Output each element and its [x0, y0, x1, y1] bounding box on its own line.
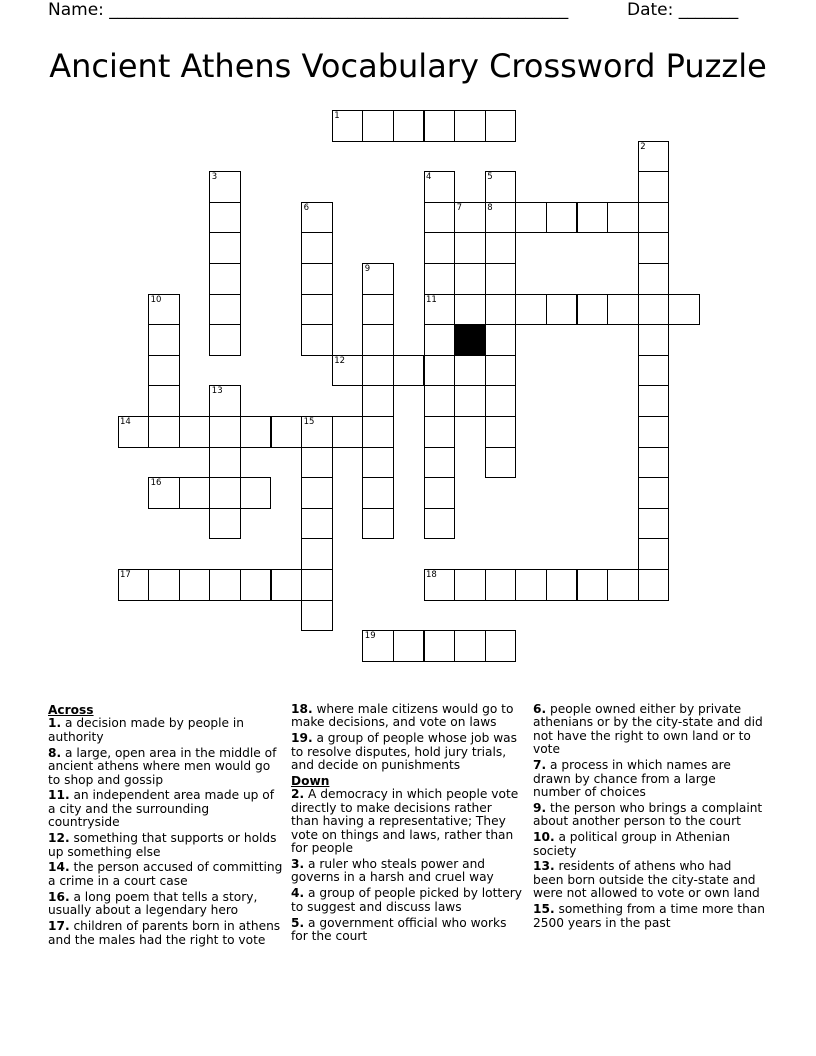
- clue-item-number: 4.: [291, 886, 305, 901]
- clue-number: 11: [426, 294, 437, 305]
- clue-item-number: 9.: [533, 800, 547, 815]
- clue-item-number: 18.: [291, 702, 313, 716]
- date-field-label: Date: _______: [627, 0, 739, 20]
- clue-column-3: [533, 703, 765, 933]
- grid-cell[interactable]: [301, 294, 333, 326]
- clue-item: [48, 920, 284, 947]
- clue-item: [291, 887, 523, 914]
- grid-cell[interactable]: [301, 324, 333, 356]
- clue-number: 19: [364, 631, 376, 642]
- clue-item: [291, 788, 523, 855]
- grid-cell[interactable]: [424, 477, 456, 509]
- clue-item-text: people owned either by private athenians or by the city-state and did not have the right to own land or to vote: [533, 702, 763, 757]
- clue-number: 10: [150, 294, 162, 305]
- grid-cell[interactable]: [179, 569, 211, 601]
- grid-cell[interactable]: [485, 324, 517, 356]
- grid-cell[interactable]: [485, 385, 517, 417]
- clue-item-number: 17.: [48, 919, 70, 934]
- grid-cell[interactable]: [638, 202, 670, 234]
- grid-cell[interactable]: [454, 630, 486, 662]
- grid-cell[interactable]: [454, 232, 486, 264]
- grid-cell[interactable]: [638, 171, 670, 203]
- clue-item-text: the person accused of committing a crime in a court case: [48, 860, 283, 888]
- grid-cell[interactable]: [485, 569, 517, 601]
- clue-column-1: [48, 703, 284, 949]
- clue-item-text: a process in which names are drawn by chance from a large number of choices: [533, 758, 731, 799]
- grid-cell[interactable]: [362, 110, 394, 142]
- grid-cell[interactable]: [209, 508, 241, 540]
- clue-item: [291, 858, 523, 885]
- clue-item-number: 3.: [291, 856, 305, 871]
- grid-cell[interactable]: [240, 416, 272, 448]
- grid-cell[interactable]: [424, 447, 456, 479]
- grid-cell[interactable]: [546, 569, 578, 601]
- grid-cell[interactable]: [362, 355, 394, 387]
- grid-cell[interactable]: [577, 294, 609, 326]
- clue-item: [533, 759, 765, 799]
- clue-number: 13: [211, 386, 223, 397]
- grid-cell[interactable]: [301, 569, 333, 601]
- clue-item: [533, 802, 765, 829]
- grid-cell[interactable]: [148, 355, 180, 387]
- grid-cell[interactable]: [454, 294, 486, 326]
- grid-cell[interactable]: [638, 232, 670, 264]
- clue-item-number: 19.: [291, 731, 313, 746]
- grid-cell[interactable]: [424, 355, 456, 387]
- grid-cell[interactable]: [485, 416, 517, 448]
- clue-item-number: 13.: [533, 859, 555, 874]
- grid-cell[interactable]: [424, 630, 456, 662]
- clue-number: 7: [456, 202, 463, 213]
- clue-item: [48, 717, 284, 744]
- clue-number: 18: [426, 570, 437, 580]
- clue-item-number: 11.: [48, 788, 70, 803]
- clue-item-text: a government official who works for the court: [291, 915, 507, 943]
- grid-cell[interactable]: [485, 263, 517, 295]
- clue-item-text: a group of people whose job was to resolve disputes, hold jury trials, and decide on punishments: [291, 731, 517, 773]
- grid-cell[interactable]: [577, 202, 609, 234]
- clue-item-text: a political group in Athenian society: [533, 830, 731, 858]
- grid-cell[interactable]: [393, 355, 425, 387]
- clue-item-text: an independent area made up of a city and the surrounding countryside: [48, 788, 275, 830]
- grid-cell[interactable]: [301, 538, 333, 570]
- grid-cell[interactable]: [424, 232, 456, 264]
- grid-cell[interactable]: [179, 477, 211, 509]
- grid-cell[interactable]: [638, 508, 670, 540]
- grid-cell[interactable]: [209, 569, 241, 601]
- clue-item-number: 14.: [48, 860, 70, 875]
- grid-cell[interactable]: [301, 232, 333, 264]
- grid-cell[interactable]: [179, 416, 211, 448]
- grid-cell[interactable]: [424, 385, 456, 417]
- grid-cell[interactable]: [546, 202, 578, 234]
- clue-number: 6: [303, 202, 310, 213]
- grid-cell[interactable]: [454, 263, 486, 295]
- grid-cell[interactable]: [271, 416, 303, 448]
- grid-cell[interactable]: [209, 232, 241, 264]
- clue-item: [291, 732, 523, 772]
- grid-cell[interactable]: [454, 569, 486, 601]
- clue-item-text: the person who brings a complaint about another person to the court: [533, 800, 763, 829]
- grid-cell[interactable]: [209, 447, 241, 479]
- clue-item-number: 10.: [533, 830, 555, 845]
- grid-cell[interactable]: [424, 110, 456, 142]
- clue-item: [533, 903, 765, 930]
- clue-item-number: 8.: [48, 745, 62, 760]
- grid-cell[interactable]: [607, 569, 639, 601]
- down-heading: Down: [291, 774, 330, 789]
- page-title: Ancient Athens Vocabulary Crossword Puzzle: [49, 47, 767, 85]
- grid-cell[interactable]: [485, 630, 517, 662]
- clue-item: [48, 747, 284, 787]
- grid-cell[interactable]: [362, 385, 394, 417]
- grid-cell[interactable]: [577, 569, 609, 601]
- grid-cell[interactable]: [424, 202, 456, 234]
- grid-cell[interactable]: [485, 447, 517, 479]
- clue-number: 9: [364, 264, 371, 274]
- clue-item-number: 12.: [48, 831, 70, 846]
- clue-item-text: something from a time more than 2500 years in the past: [533, 902, 765, 930]
- grid-cell[interactable]: [638, 294, 670, 326]
- grid-cell[interactable]: [607, 202, 639, 234]
- clue-item: [533, 703, 765, 757]
- clue-item: [533, 831, 765, 858]
- clue-number: 3: [211, 172, 218, 183]
- clue-number: 4: [426, 172, 432, 183]
- clue-item-text: children of parents born in athens and the males had the right to vote: [48, 919, 281, 947]
- clue-item: [291, 917, 523, 944]
- grid-cell[interactable]: [240, 569, 272, 601]
- grid-cell[interactable]: [148, 416, 180, 448]
- grid-cell[interactable]: [148, 385, 180, 417]
- clue-number: 2: [640, 141, 646, 152]
- grid-cell[interactable]: [424, 263, 456, 295]
- grid-cell[interactable]: [454, 385, 486, 417]
- grid-cell[interactable]: [638, 569, 670, 601]
- grid-cell[interactable]: [393, 630, 425, 662]
- grid-cell[interactable]: [209, 294, 241, 326]
- grid-cell[interactable]: [515, 202, 547, 234]
- clue-number: 15: [303, 417, 315, 427]
- clue-item-text: residents of athens who had been born outside the city-state and were not allowed to vote or own land: [533, 859, 760, 901]
- grid-cell[interactable]: [485, 294, 517, 326]
- grid-cell[interactable]: [424, 416, 456, 448]
- clue-item-number: 7.: [533, 758, 547, 773]
- name-field-label: Name: ______________________________________________________: [48, 0, 569, 20]
- grid-cell[interactable]: [515, 294, 547, 326]
- clue-number: 16: [150, 478, 162, 489]
- grid-cell[interactable]: [148, 324, 180, 356]
- clue-item-text: a group of people picked by lottery to suggest and discuss laws: [291, 886, 522, 914]
- grid-cell[interactable]: [485, 110, 517, 142]
- clue-item-number: 2.: [291, 787, 305, 802]
- grid-cell[interactable]: [362, 324, 394, 356]
- clue-item: [533, 860, 765, 900]
- grid-cell[interactable]: [148, 569, 180, 601]
- clue-item-number: 15.: [533, 902, 555, 917]
- grid-cell[interactable]: [362, 416, 394, 448]
- grid-cell[interactable]: [362, 294, 394, 326]
- grid-cell[interactable]: [638, 263, 670, 295]
- clue-item-text: a ruler who steals power and governs in a harsh and cruel way: [291, 856, 494, 885]
- grid-cell[interactable]: [209, 263, 241, 295]
- clue-item-number: 5.: [291, 915, 305, 930]
- grid-cell[interactable]: [301, 447, 333, 479]
- clue-item-number: 16.: [48, 889, 70, 904]
- grid-cell[interactable]: [301, 477, 333, 509]
- clue-item: [48, 861, 284, 888]
- clue-item-text: something that supports or holds up something else: [48, 831, 277, 859]
- clue-number: 14: [120, 417, 131, 427]
- grid-cell[interactable]: [454, 110, 486, 142]
- grid-cell[interactable]: [485, 355, 517, 387]
- grid-cell[interactable]: [209, 324, 241, 356]
- clue-item-text: A democracy in which people vote directly to make decisions rather than having a representative; They vote on things and laws, rather than for people: [291, 787, 519, 856]
- grid-cell[interactable]: [638, 538, 670, 570]
- clue-item-text: a decision made by people in authority: [48, 716, 245, 744]
- grid-cell[interactable]: [362, 447, 394, 479]
- clue-item-number: 1.: [48, 716, 62, 731]
- grid-cell[interactable]: [638, 324, 670, 356]
- grid-cell[interactable]: [515, 569, 547, 601]
- grid-cell[interactable]: [301, 263, 333, 295]
- grid-cell[interactable]: [454, 355, 486, 387]
- grid-cell[interactable]: [424, 324, 456, 356]
- grid-cell[interactable]: [209, 416, 241, 448]
- clue-item-text: a long poem that tells a story, usually about a legendary hero: [48, 889, 258, 918]
- clue-number: 1: [334, 111, 340, 121]
- clue-number: 12: [334, 355, 346, 366]
- clue-number: 17: [120, 570, 131, 580]
- grid-cell[interactable]: [638, 385, 670, 417]
- grid-cell[interactable]: [638, 447, 670, 479]
- clue-item-number: 6.: [533, 702, 547, 716]
- grid-cell[interactable]: [362, 508, 394, 540]
- grid-cell[interactable]: [638, 355, 670, 387]
- clue-item-text: where male citizens would go to make decisions, and vote on laws: [291, 702, 514, 730]
- clue-number: 5: [487, 172, 493, 183]
- grid-cell[interactable]: [607, 294, 639, 326]
- grid-cell[interactable]: [301, 508, 333, 540]
- grid-cell[interactable]: [301, 600, 333, 632]
- grid-cell[interactable]: [638, 416, 670, 448]
- grid-cell[interactable]: [638, 477, 670, 509]
- grid-cell[interactable]: [393, 110, 425, 142]
- grid-cell[interactable]: [485, 232, 517, 264]
- clue-column-2: [291, 703, 523, 946]
- grid-cell[interactable]: [209, 477, 241, 509]
- grid-cell[interactable]: [424, 508, 456, 540]
- grid-black-cell: [454, 324, 485, 355]
- grid-cell[interactable]: [271, 569, 303, 601]
- clue-number: 8: [487, 202, 493, 213]
- grid-cell[interactable]: [332, 416, 364, 448]
- clue-item: [48, 891, 284, 918]
- clue-item: [48, 832, 284, 859]
- grid-cell[interactable]: [209, 202, 241, 234]
- grid-cell[interactable]: [668, 294, 700, 326]
- clue-item-text: a large, open area in the middle of ancient athens where men would go to shop and gossip: [48, 745, 277, 787]
- clue-item: [48, 789, 284, 829]
- across-heading: Across: [48, 703, 94, 717]
- clue-item: [291, 703, 523, 730]
- grid-cell[interactable]: [362, 477, 394, 509]
- grid-cell[interactable]: [240, 477, 272, 509]
- grid-cell[interactable]: [546, 294, 578, 326]
